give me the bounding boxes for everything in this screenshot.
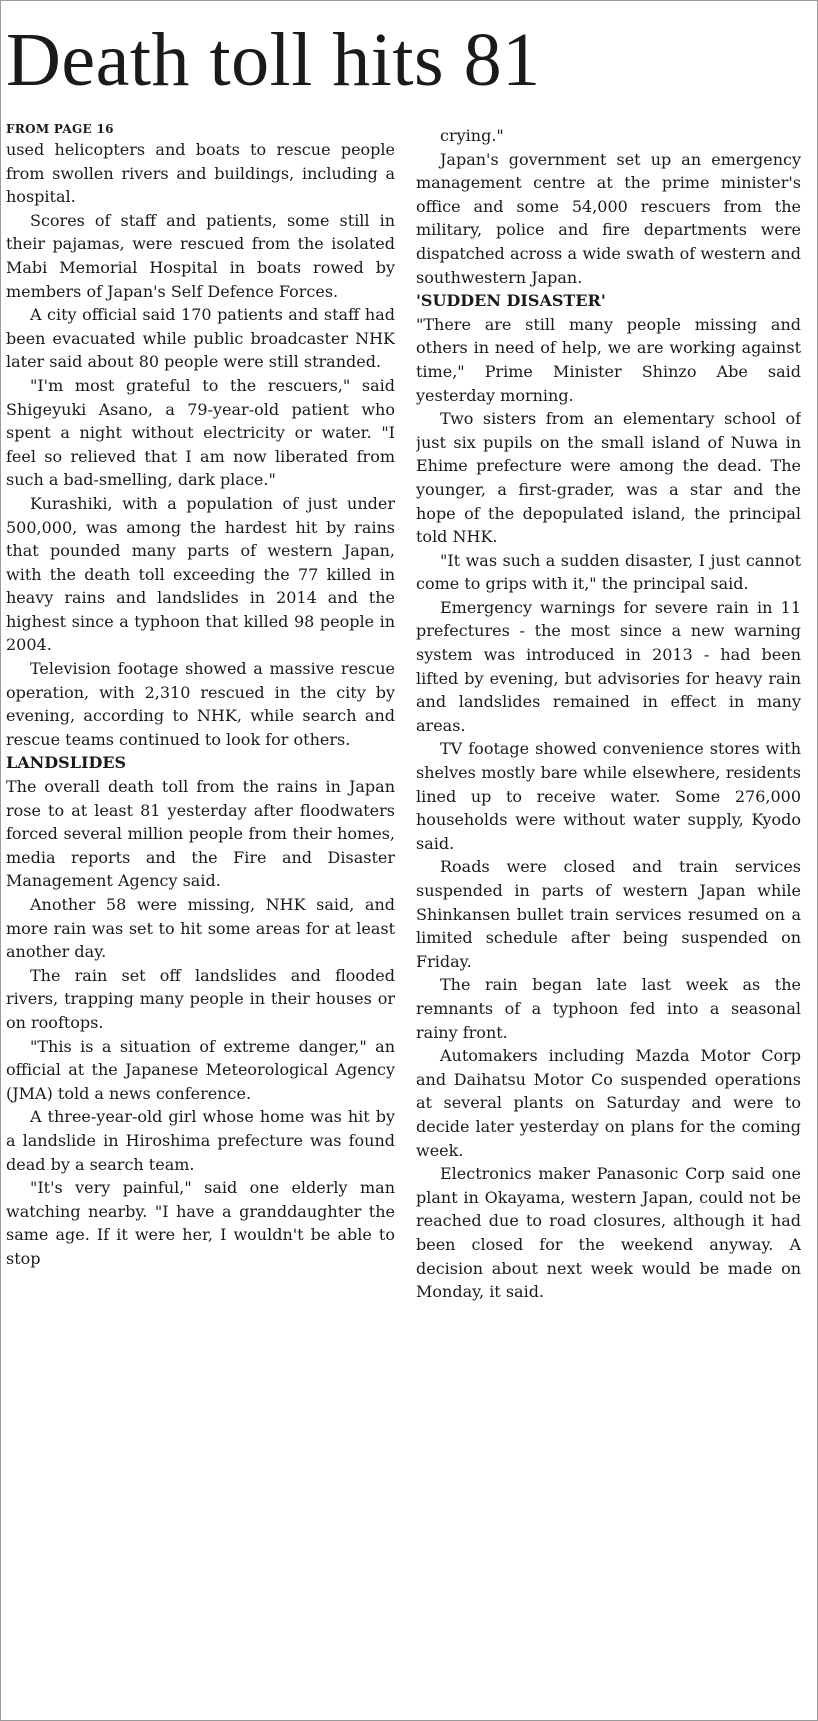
paragraph: Television footage showed a massive rescue operation, with 2,310 rescued in the city by evening, according to NHK, while search and rescue teams continued to look for others. (6, 659, 395, 749)
paragraph: The rain set off landslides and flooded rivers, trapping many people in their houses or on rooftops. (6, 965, 395, 1032)
headline: Death toll hits 81 (6, 18, 541, 102)
paragraph: A city official said 170 patients and staff had been evacuated while public broadcaster NHK later said about 80 people were still stranded. (6, 305, 395, 372)
paragraph: Emergency warnings for severe rain in 11 prefectures - the most since a new warning system was introduced in 2013 - had been lifted by evening, but advisories for heavy rain and landslides remained in effect in many areas. (416, 597, 801, 735)
paragraph: "It's very painful," said one elderly man watching nearby. "I have a granddaughter the same age. If it were her, I wouldn't be able to stop (6, 1178, 395, 1268)
paragraph: Two sisters from an elementary school of just six pupils on the small island of Nuwa in Ehime prefecture were among the dead. The younger, a first-grader, was a star and the hope of the depopulated island, the principal told NHK. (416, 409, 801, 547)
article-column-left (6, 120, 395, 1710)
subheading-landslides: LANDSLIDES (6, 753, 127, 773)
paragraph: Another 58 were missing, NHK said, and more rain was set to hit some areas for at least another day. (6, 895, 395, 962)
paragraph: Automakers including Mazda Motor Corp and Daihatsu Motor Co suspended operations at several plants on Saturday and were to decide later yesterday on plans for the coming week. (416, 1046, 801, 1160)
paragraph: used helicopters and boats to rescue people from swollen rivers and buildings, including a hospital. (6, 140, 395, 207)
paragraph: "It was such a sudden disaster, I just cannot come to grips with it," the principal said. (416, 550, 801, 594)
article-column-right (416, 124, 801, 1714)
continuation-kicker: FROM PAGE 16 (6, 122, 114, 136)
paragraph: Kurashiki, with a population of just under 500,000, was among the hardest hit by rains that pounded many parts of western Japan, with the death toll exceeding the 77 killed in heavy rains and landslides in 2014 and the highest since a typhoon that killed 98 people in 2004. (6, 493, 395, 655)
paragraph: "This is a situation of extreme danger," an official at the Japanese Meteorological Agency (JMA) told a news conference. (6, 1036, 395, 1103)
paragraph: "There are still many people missing and others in need of help, we are working against time," Prime Minister Shinzo Abe said yesterday morning. (416, 314, 801, 405)
paragraph: Electronics maker Panasonic Corp said one plant in Okayama, western Japan, could not be reached due to road closures, although it had been closed for the weekend anyway. A decision about next week would be made on Monday, it said. (416, 1164, 801, 1302)
paragraph: A three-year-old girl whose home was hit by a landslide in Hiroshima prefecture was found dead by a search team. (6, 1107, 395, 1174)
paragraph: Roads were closed and train services suspended in parts of western Japan while Shinkansen bullet train services resumed on a limited schedule after being suspended on Friday. (416, 857, 801, 971)
paragraph: Japan's government set up an emergency management centre at the prime minister's office and some 54,000 rescuers from the military, police and fire departments were dispatched across a wide swath of western and southwestern Japan. (416, 149, 801, 287)
paragraph: The rain began late last week as the remnants of a typhoon fed into a seasonal rainy front. (416, 975, 801, 1042)
paragraph: crying." (440, 126, 504, 145)
paragraph: TV footage showed convenience stores with shelves mostly bare while elsewhere, residents lined up to receive water. Some 276,000 households were without water supply, Kyodo said. (416, 739, 801, 853)
subheading-sudden-disaster: 'SUDDEN DISASTER' (416, 291, 606, 311)
paragraph: "I'm most grateful to the rescuers," said Shigeyuki Asano, a 79-year-old patient who spent a night without electricity or water. "I feel so relieved that I am now liberated from such a bad-smelling, dark place." (6, 375, 395, 490)
paragraph: The overall death toll from the rains in Japan rose to at least 81 yesterday after floodwaters forced several million people from their homes, media reports and the Fire and Disaster Management Agency said. (6, 777, 395, 891)
paragraph: Scores of staff and patients, some still in their pajamas, were rescued from the isolated Mabi Memorial Hospital in boats rowed by members of Japan's Self Defence Forces. (6, 210, 395, 301)
